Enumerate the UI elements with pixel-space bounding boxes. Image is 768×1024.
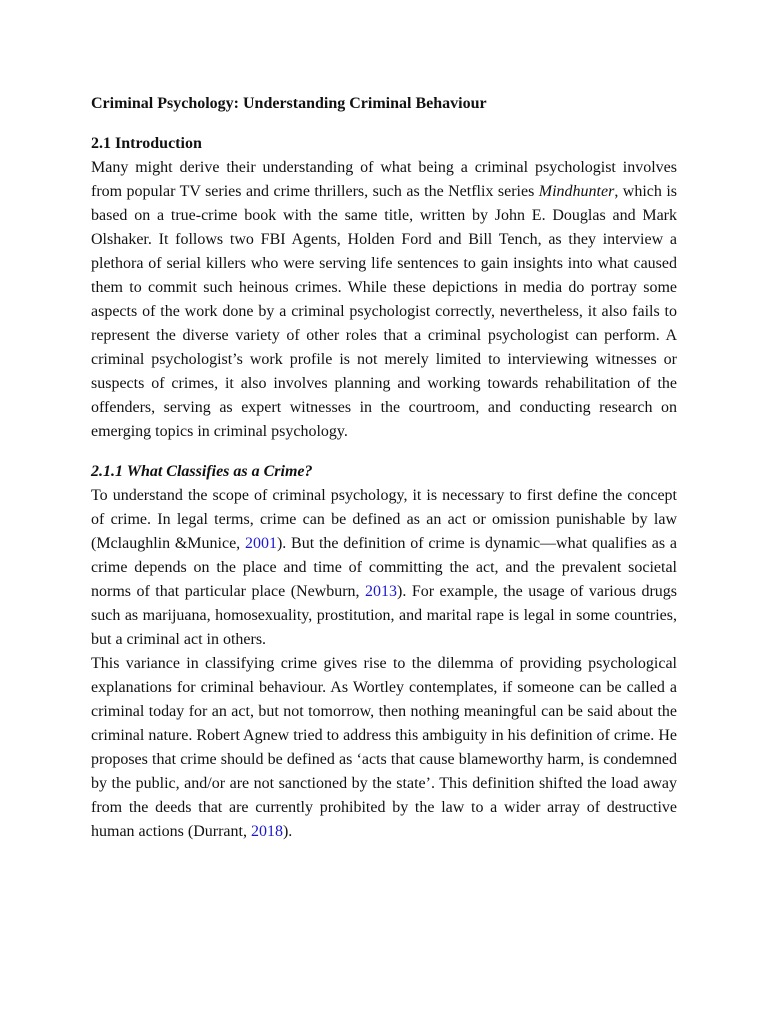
intro-text-after-italic: , which is based on a true-crime book with the same title, written by John E. Douglas and Mark Olshaker. It follows two FBI Agents, Holden Ford and Bill Tench, as they interview a plethora of serial killers who were serving life sentences to gain insights into what caused them to commit such heinous crimes. While these depictions in media do portray some aspects of the work done by a criminal psychologist correctly, nevertheless, it also fails to represent the diverse variety of other roles that a criminal psychologist can perform. A criminal psychologist’s work profile is not merely limited to interviewing witnesses or suspects of crimes, it also involves planning and working towards rehabilitation of the offenders, serving as expert witnesses in the courtroom, and conducting research on emerging topics in criminal psychology.	[91, 183, 677, 440]
crime-paragraph-1	[91, 484, 677, 652]
crime-p1-text-1: To understand the scope of criminal psychology, it is necessary to first define the concept of crime. In legal terms, crime can be defined as an act or omission punishable by law (Mclaughlin &Munice,	[91, 487, 677, 552]
document-page	[91, 92, 677, 844]
citation-link-2001[interactable]: 2001	[244, 535, 277, 552]
citation-link-2018[interactable]: 2018	[250, 823, 283, 840]
intro-text-before-italic: Many might derive their understanding of what being a criminal psychologist involves from popular TV series and crime thrillers, such as the Netflix series	[91, 159, 677, 200]
crime-paragraph-2	[91, 652, 677, 844]
crime-p1-text-3: ). For example, the usage of various drugs such as marijuana, homosexuality, prostitution, and marital rape is legal in some countries, but a criminal act in others.	[91, 583, 677, 648]
citation-link-2013[interactable]: 2013	[365, 583, 398, 600]
document-title: Criminal Psychology: Understanding Criminal Behaviour	[91, 95, 487, 112]
crime-p2-text-2: ).	[282, 823, 293, 840]
introduction-paragraph	[91, 156, 677, 444]
subsection-heading-crime: 2.1.1 What Classifies as a Crime?	[91, 463, 313, 480]
crime-p2-text-1: This variance in classifying crime gives rise to the dilemma of providing psychological explanations for criminal behaviour. As Wortley contemplates, if someone can be called a criminal today for an act, but not tomorrow, then nothing meaningful can be said about the criminal nature. Robert Agnew tried to address this ambiguity in his definition of crime. He proposes that crime should be defined as ‘acts that cause blameworthy harm, is condemned by the public, and/or are not sanctioned by the state’. This definition shifted the load away from the deeds that are currently prohibited by the law to a wider array of destructive human actions (Durrant,	[91, 655, 677, 840]
intro-italic-title: Mindhunter	[538, 183, 615, 200]
section-heading-introduction: 2.1 Introduction	[91, 135, 202, 152]
crime-p1-text-2: ). But the definition of crime is dynamic—what qualifies as a crime depends on the place and time of committing the act, and the prevalent societal norms of that particular place (Newburn,	[91, 535, 677, 600]
